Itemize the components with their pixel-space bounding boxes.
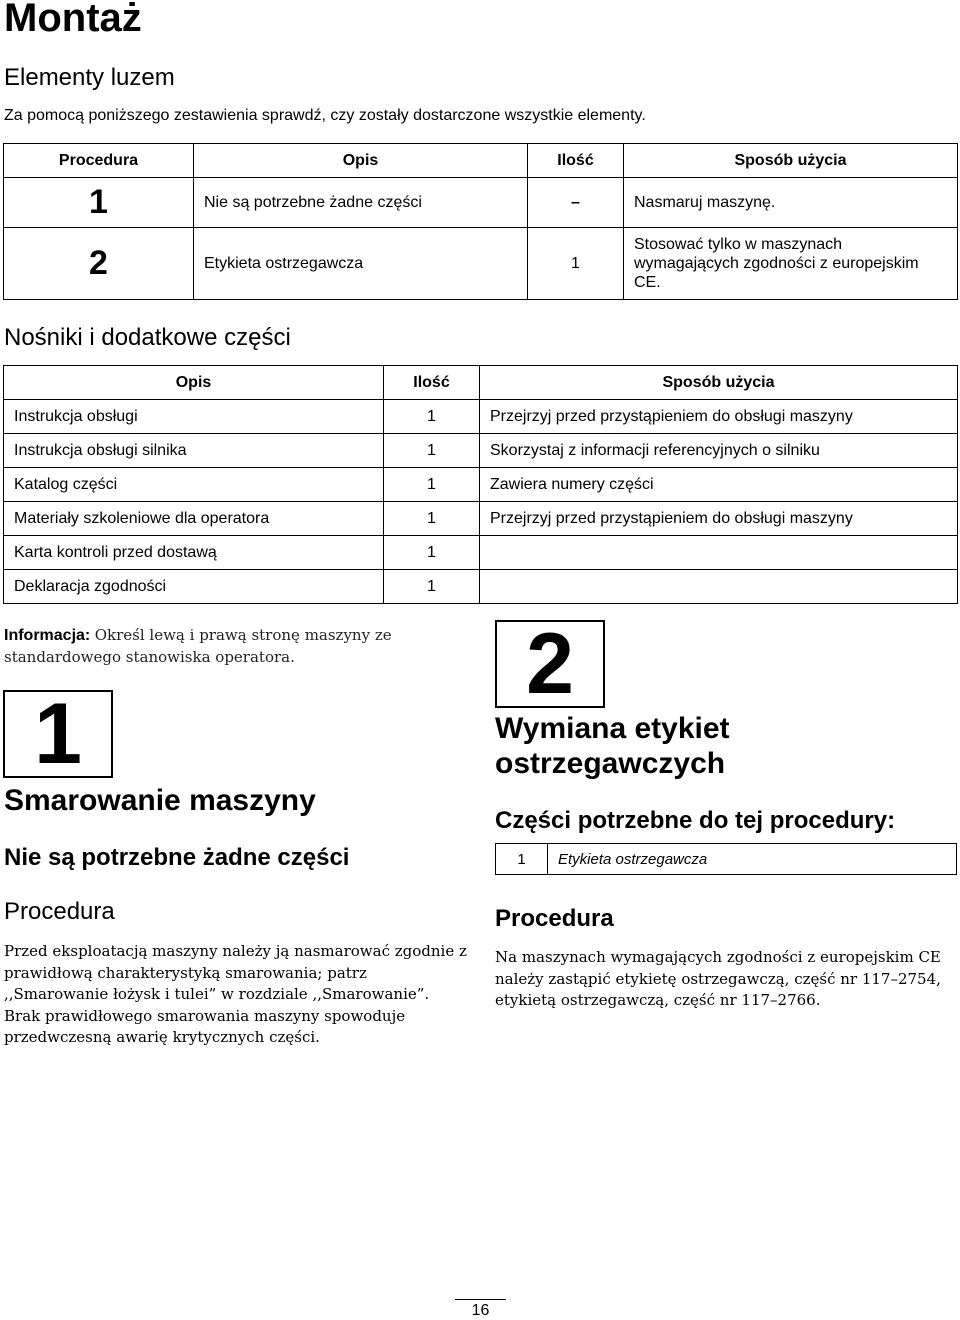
step-number-box: 2	[495, 620, 605, 708]
table-header: Procedura	[4, 144, 194, 178]
table-row	[496, 844, 957, 875]
procedure-number: 2	[4, 228, 194, 300]
loose-parts-table	[3, 143, 958, 300]
table-row	[4, 228, 958, 300]
qty-cell: 1	[384, 468, 480, 502]
description-cell: Instrukcja obsługi silnika	[4, 434, 384, 468]
note-label: Informacja:	[4, 627, 91, 644]
table-header-row	[4, 366, 958, 400]
table-row	[4, 570, 958, 604]
qty-cell: 1	[384, 400, 480, 434]
parts-heading: Nie są potrzebne żadne części	[4, 844, 350, 871]
procedure-text: Przed eksploatacją maszyny należy ją nasmarować zgodnie z prawidłową charakterystyką smarowania; patrz ,,Smarowanie łożysk i tulei” w rozdziale ,,Smarowanie”. Brak prawidłowego smarowania maszyny spowoduje przedwczesną awarię krytycznych części.	[4, 942, 467, 1046]
table-header: Sposób użycia	[480, 366, 958, 400]
note	[4, 625, 434, 668]
table-header: Opis	[4, 366, 384, 400]
qty-cell: 1	[384, 502, 480, 536]
table-row	[4, 434, 958, 468]
table-row	[4, 400, 958, 434]
step-number-box: 1	[3, 690, 113, 778]
table-header: Ilość	[528, 144, 624, 178]
table-header: Ilość	[384, 366, 480, 400]
media-table	[3, 365, 958, 604]
use-cell: Nasmaruj maszynę.	[624, 178, 958, 228]
description-cell: Materiały szkoleniowe dla operatora	[4, 502, 384, 536]
use-cell	[480, 536, 958, 570]
procedure-text: Na maszynach wymagających zgodności z europejskim CE należy zastąpić etykietę ostrzegawczą, część nr 117–2754, etykietą ostrzegawczą, część nr 117–2766.	[495, 948, 941, 1009]
description-cell: Etykieta ostrzegawcza	[194, 228, 528, 300]
part-name-cell: Etykieta ostrzegawcza	[548, 844, 957, 875]
qty-cell: 1	[384, 570, 480, 604]
use-cell: Zawiera numery części	[480, 468, 958, 502]
qty-cell: 1	[384, 434, 480, 468]
procedure-heading: Procedura	[495, 905, 614, 932]
page-number: 16	[471, 1302, 490, 1319]
table-row	[4, 536, 958, 570]
step-title: Wymiana etykiet ostrzegawczych	[495, 712, 730, 780]
use-cell: Stosować tylko w maszynach wymagających zgodności z europejskim CE.	[624, 228, 958, 300]
table-row	[4, 468, 958, 502]
loose-parts-heading: Elementy luzem	[4, 64, 175, 91]
parts-table	[495, 843, 957, 875]
media-heading: Nośniki i dodatkowe części	[4, 324, 291, 351]
use-cell: Przejrzyj przed przystąpieniem do obsługi maszyny	[480, 400, 958, 434]
use-cell: Przejrzyj przed przystąpieniem do obsługi maszyny	[480, 502, 958, 536]
qty-cell: 1	[384, 536, 480, 570]
loose-parts-intro: Za pomocą poniższego zestawienia sprawdź, czy zostały dostarczone wszystkie elementy.	[4, 107, 646, 124]
step-title: Smarowanie maszyny	[4, 784, 316, 817]
footer-divider	[455, 1299, 506, 1300]
procedure-heading: Procedura	[4, 898, 115, 925]
table-header-row	[4, 144, 958, 178]
qty-cell: 1	[528, 228, 624, 300]
table-header: Sposób użycia	[624, 144, 958, 178]
description-cell: Nie są potrzebne żadne części	[194, 178, 528, 228]
table-row	[4, 178, 958, 228]
description-cell: Instrukcja obsługi	[4, 400, 384, 434]
description-cell: Karta kontroli przed dostawą	[4, 536, 384, 570]
page-title: Montaż	[4, 0, 142, 40]
qty-cell: –	[528, 178, 624, 228]
note-text: Określ lewą i prawą stronę maszyny ze standardowego stanowiska operatora.	[4, 626, 392, 666]
table-header: Opis	[194, 144, 528, 178]
qty-cell: 1	[496, 844, 548, 875]
table-row	[4, 502, 958, 536]
description-cell: Deklaracja zgodności	[4, 570, 384, 604]
use-cell	[480, 570, 958, 604]
use-cell: Skorzystaj z informacji referencyjnych o silniku	[480, 434, 958, 468]
description-cell: Katalog części	[4, 468, 384, 502]
procedure-number: 1	[4, 178, 194, 228]
parts-heading: Części potrzebne do tej procedury:	[495, 807, 896, 834]
